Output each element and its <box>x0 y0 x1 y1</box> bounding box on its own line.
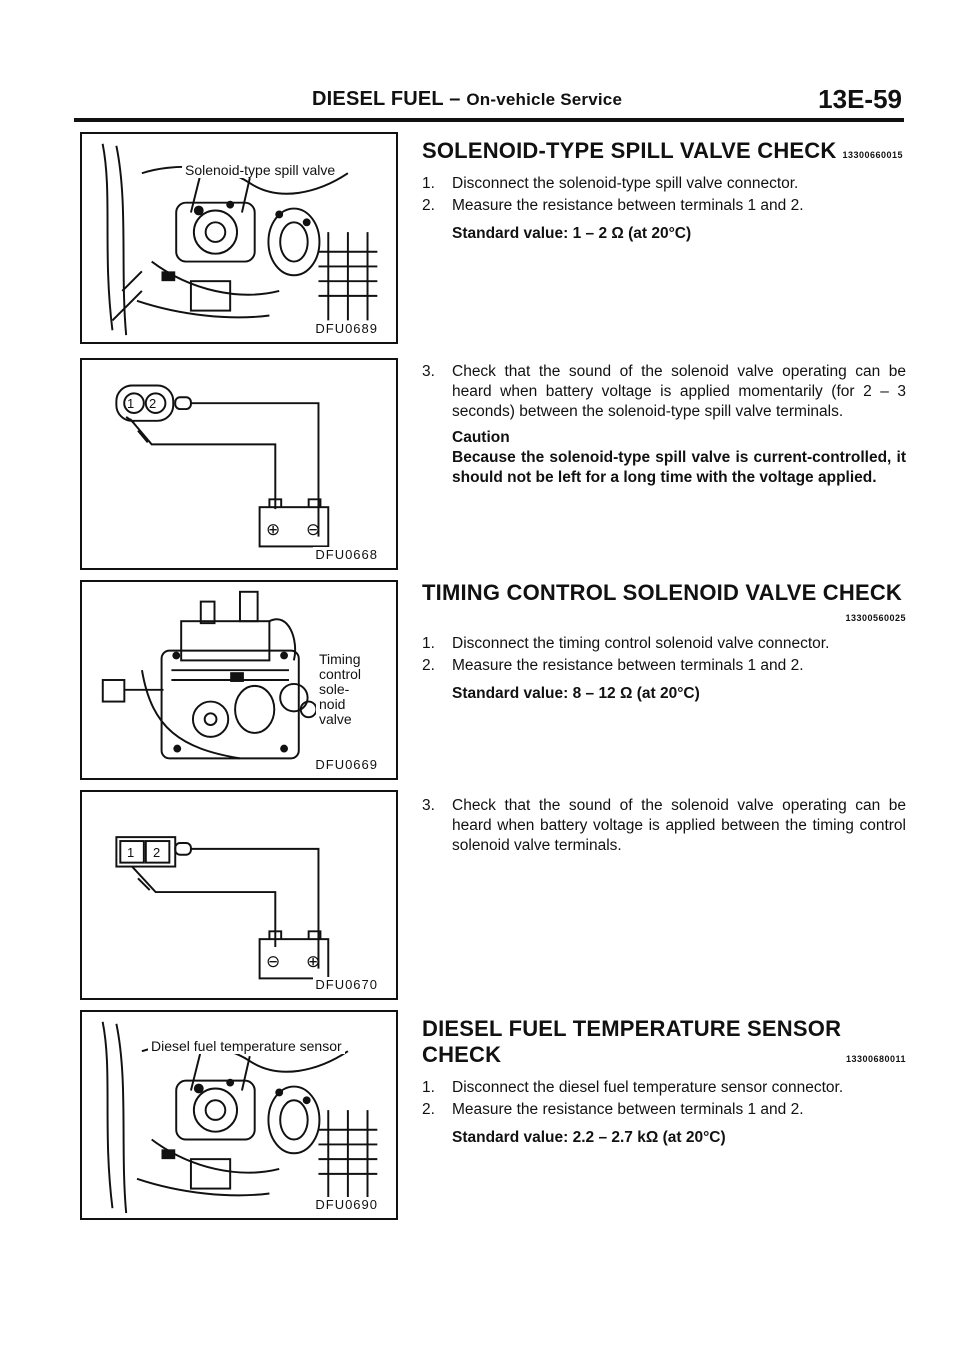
page-header-title <box>312 88 622 111</box>
header-rule <box>74 118 904 122</box>
terminal-1-label: 1 <box>127 396 135 411</box>
figure-battery-wiring-1 <box>80 358 398 570</box>
terminal-2-label: 2 <box>153 845 161 860</box>
step-number: 2. <box>422 197 435 214</box>
callout-line: sole- <box>319 681 350 697</box>
step-number: 1. <box>422 635 435 652</box>
section-number: 13300680011 <box>845 1054 906 1064</box>
callout-line: control <box>319 666 362 682</box>
battery-minus-icon: ⊖ <box>306 520 321 539</box>
terminal-1-label: 1 <box>127 845 135 860</box>
header-subtitle: On-vehicle Service <box>466 90 623 109</box>
step-item <box>422 196 906 216</box>
figure-code: DFU0690 <box>315 1197 378 1212</box>
header-section: DIESEL FUEL <box>312 88 444 110</box>
figure-code: DFU0689 <box>315 321 378 336</box>
figure-code: DFU0669 <box>315 757 378 772</box>
standard-value: Standard value: 1 – 2 Ω (at 20°C) <box>452 225 692 242</box>
step-number: 2. <box>422 657 435 674</box>
standard-value: Standard value: 8 – 12 Ω (at 20°C) <box>452 685 700 702</box>
figure-spill-valve-photo <box>80 132 398 344</box>
step-number: 1. <box>422 175 435 192</box>
callout-line: noid <box>319 696 346 712</box>
section-title <box>422 1016 906 1042</box>
step-number: 3. <box>422 363 435 380</box>
standard-value: Standard value: 2.2 – 2.7 kΩ (at 20°C) <box>452 1129 726 1146</box>
section-timing-valve-check <box>422 580 906 704</box>
caution-block <box>452 428 906 488</box>
step-text: Measure the resistance between terminals 1 and 2. <box>452 657 804 674</box>
caution-title: Caution <box>452 429 510 446</box>
section-title-line-1: DIESEL FUEL TEMPERATURE SENSOR <box>422 1016 842 1041</box>
step-number: 1. <box>422 1079 435 1096</box>
step-text: Check that the sound of the solenoid valve operating can be heard when battery voltage is applied between the timing control solenoid valve terminals. <box>452 797 906 854</box>
step-text: Disconnect the solenoid-type spill valve connector. <box>452 175 799 192</box>
terminal-2-label: 2 <box>149 396 157 411</box>
figure-fuel-temp-sensor-photo <box>80 1010 398 1220</box>
callout-spill-valve: Solenoid-type spill valve <box>182 162 338 178</box>
step-item <box>422 656 906 676</box>
callout-line: Timing <box>319 651 361 667</box>
callout-line: valve <box>319 711 352 727</box>
caution-text: Because the solenoid-type spill valve is current-controlled, it should not be left for a long time with the voltage applied. <box>452 449 906 486</box>
step-item <box>422 634 906 654</box>
wiring-diagram <box>82 792 396 998</box>
step-text: Disconnect the diesel fuel temperature sensor connector. <box>452 1079 844 1096</box>
step-item <box>422 1100 906 1120</box>
section-number: 13300560025 <box>845 613 906 623</box>
step-text: Disconnect the timing control solenoid valve connector. <box>452 635 830 652</box>
page-number: 13E-59 <box>818 84 902 114</box>
section-spill-valve-step3 <box>422 362 906 488</box>
section-spill-valve-check <box>422 138 906 244</box>
step-text: Measure the resistance between terminals 1 and 2. <box>452 197 804 214</box>
step-item <box>422 174 906 194</box>
battery-plus-icon: ⊕ <box>266 520 281 539</box>
battery-minus-icon: ⊖ <box>266 952 281 971</box>
section-number: 13300660015 <box>842 150 904 160</box>
callout-fuel-temp-sensor: Diesel fuel temperature sensor <box>148 1038 345 1054</box>
step-item <box>422 362 906 422</box>
figure-code: DFU0668 <box>315 547 378 562</box>
section-title: TIMING CONTROL SOLENOID VALVE CHECK <box>422 580 903 605</box>
section-fuel-temp-sensor-check <box>422 1016 906 1148</box>
figure-timing-valve-pump <box>80 580 398 780</box>
step-number: 2. <box>422 1101 435 1118</box>
wiring-diagram <box>82 360 396 568</box>
battery-plus-icon: ⊕ <box>306 952 321 971</box>
figure-battery-wiring-2 <box>80 790 398 1000</box>
step-item <box>422 1078 906 1098</box>
section-title-text: SOLENOID-TYPE SPILL VALVE CHECK <box>422 138 837 163</box>
step-text: Measure the resistance between terminals 1 and 2. <box>452 1101 804 1118</box>
section-title <box>422 138 906 168</box>
section-title-line-2: CHECK <box>422 1042 502 1067</box>
header-dash: – <box>449 88 461 110</box>
step-number: 3. <box>422 797 435 814</box>
section-title-row-2 <box>422 1042 906 1072</box>
figure-code: DFU0670 <box>315 977 378 992</box>
callout-timing-control-valve <box>316 652 364 727</box>
section-timing-valve-step3 <box>422 796 906 858</box>
step-text: Check that the sound of the solenoid valve operating can be heard when battery voltage is applied momentarily (for 2 – 3 seconds) between the solenoid-type spill valve terminals. <box>452 363 906 420</box>
step-item <box>422 796 906 856</box>
